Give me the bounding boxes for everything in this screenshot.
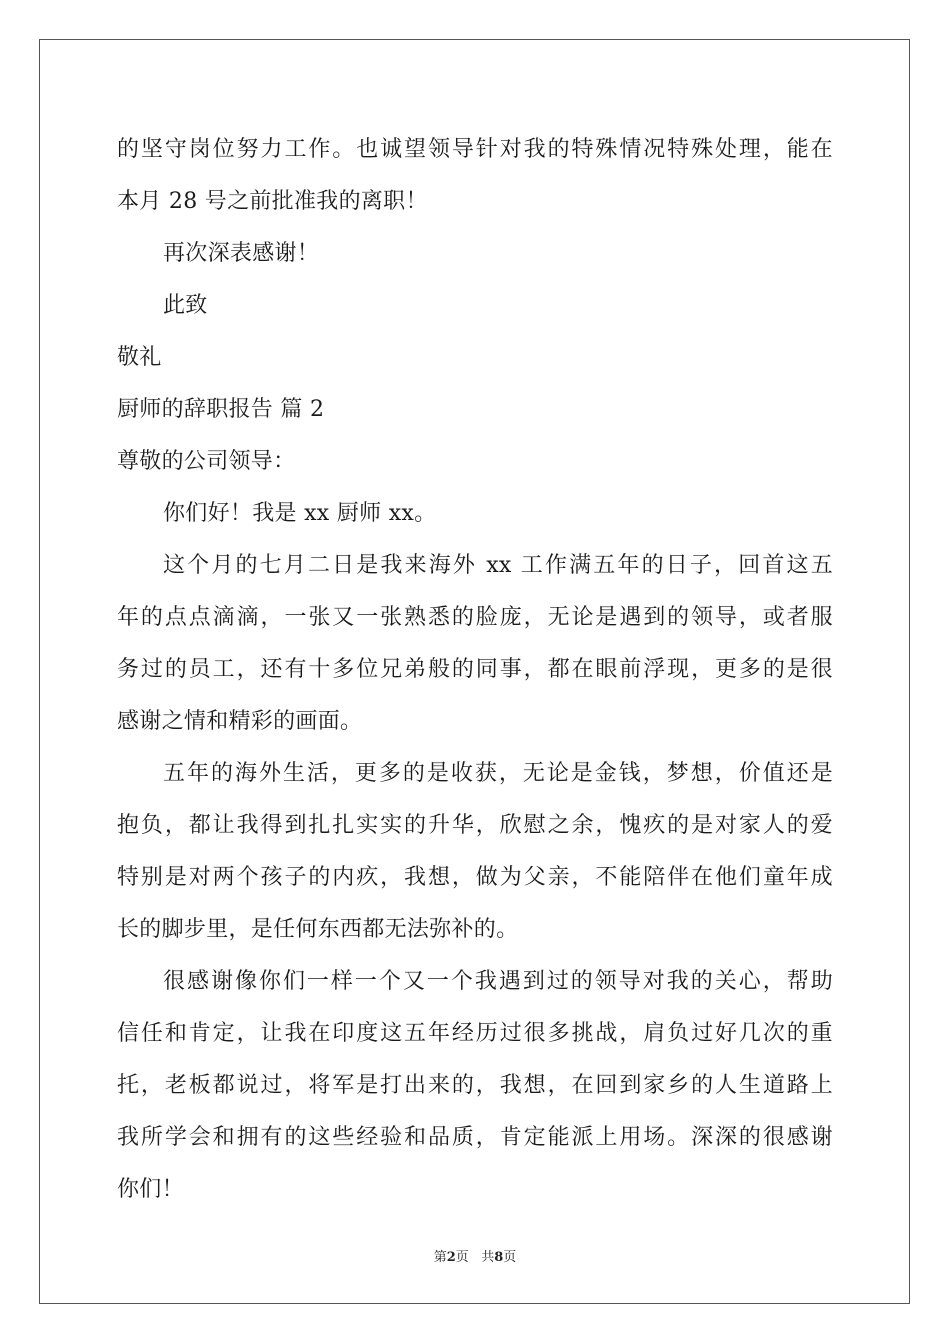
page-number-current: 2 (446, 1250, 456, 1265)
document-body (117, 124, 833, 1216)
text-line: 本月 28 号之前批准我的离职！ (117, 189, 428, 214)
text-line: 务过的员工，还有十多位兄弟般的同事，都在眼前浮现，更多的是很 (117, 657, 833, 682)
text-line: 我所学会和拥有的这些经验和品质，肯定能派上用场。深深的很感谢 (117, 1125, 833, 1150)
text-line: 很感谢像你们一样一个又一个我遇到过的领导对我的关心，帮助 (163, 969, 833, 994)
text-line: 敬礼 (117, 345, 162, 370)
page-total-count: 8 (494, 1250, 504, 1265)
page-number-prefix: 第 (433, 1250, 447, 1265)
text-line: 此致 (163, 293, 208, 318)
text-line: 特别是对两个孩子的内疚，我想，做为父亲，不能陪伴在他们童年成 (117, 865, 833, 890)
text-line: 再次深表感谢！ (163, 241, 320, 266)
text-line: 你们！ (117, 1177, 184, 1202)
text-line: 你们好！我是 xx 厨师 xx。 (163, 501, 437, 526)
page-footer (0, 1248, 950, 1268)
page-total-suffix: 页 (503, 1250, 517, 1265)
text-line: 尊敬的公司领导： (117, 449, 296, 474)
text-line: 年的点点滴滴，一张又一张熟悉的脸庞，无论是遇到的领导，或者服 (117, 605, 833, 630)
text-line: 托，老板都说过，将军是打出来的，我想，在回到家乡的人生道路上 (117, 1073, 833, 1098)
text-line: 这个月的七月二日是我来海外 xx 工作满五年的日子，回首这五 (163, 553, 833, 578)
page-total-prefix: 共 (481, 1250, 495, 1265)
text-line: 的坚守岗位努力工作。也诚望领导针对我的特殊情况特殊处理，能在 (117, 137, 833, 162)
text-line: 五年的海外生活，更多的是收获，无论是金钱，梦想，价值还是 (163, 761, 833, 786)
text-line: 信任和肯定，让我在印度这五年经历过很多挑战，肩负过好几次的重 (117, 1021, 833, 1046)
text-line: 厨师的辞职报告 篇 2 (117, 397, 325, 422)
text-line: 抱负，都让我得到扎扎实实的升华，欣慰之余，愧疚的是对家人的爱 (117, 813, 833, 838)
text-line: 感谢之情和精彩的画面。 (117, 709, 363, 734)
page-number-suffix: 页 (455, 1250, 469, 1265)
text-line: 长的脚步里，是任何东西都无法弥补的。 (117, 917, 519, 942)
